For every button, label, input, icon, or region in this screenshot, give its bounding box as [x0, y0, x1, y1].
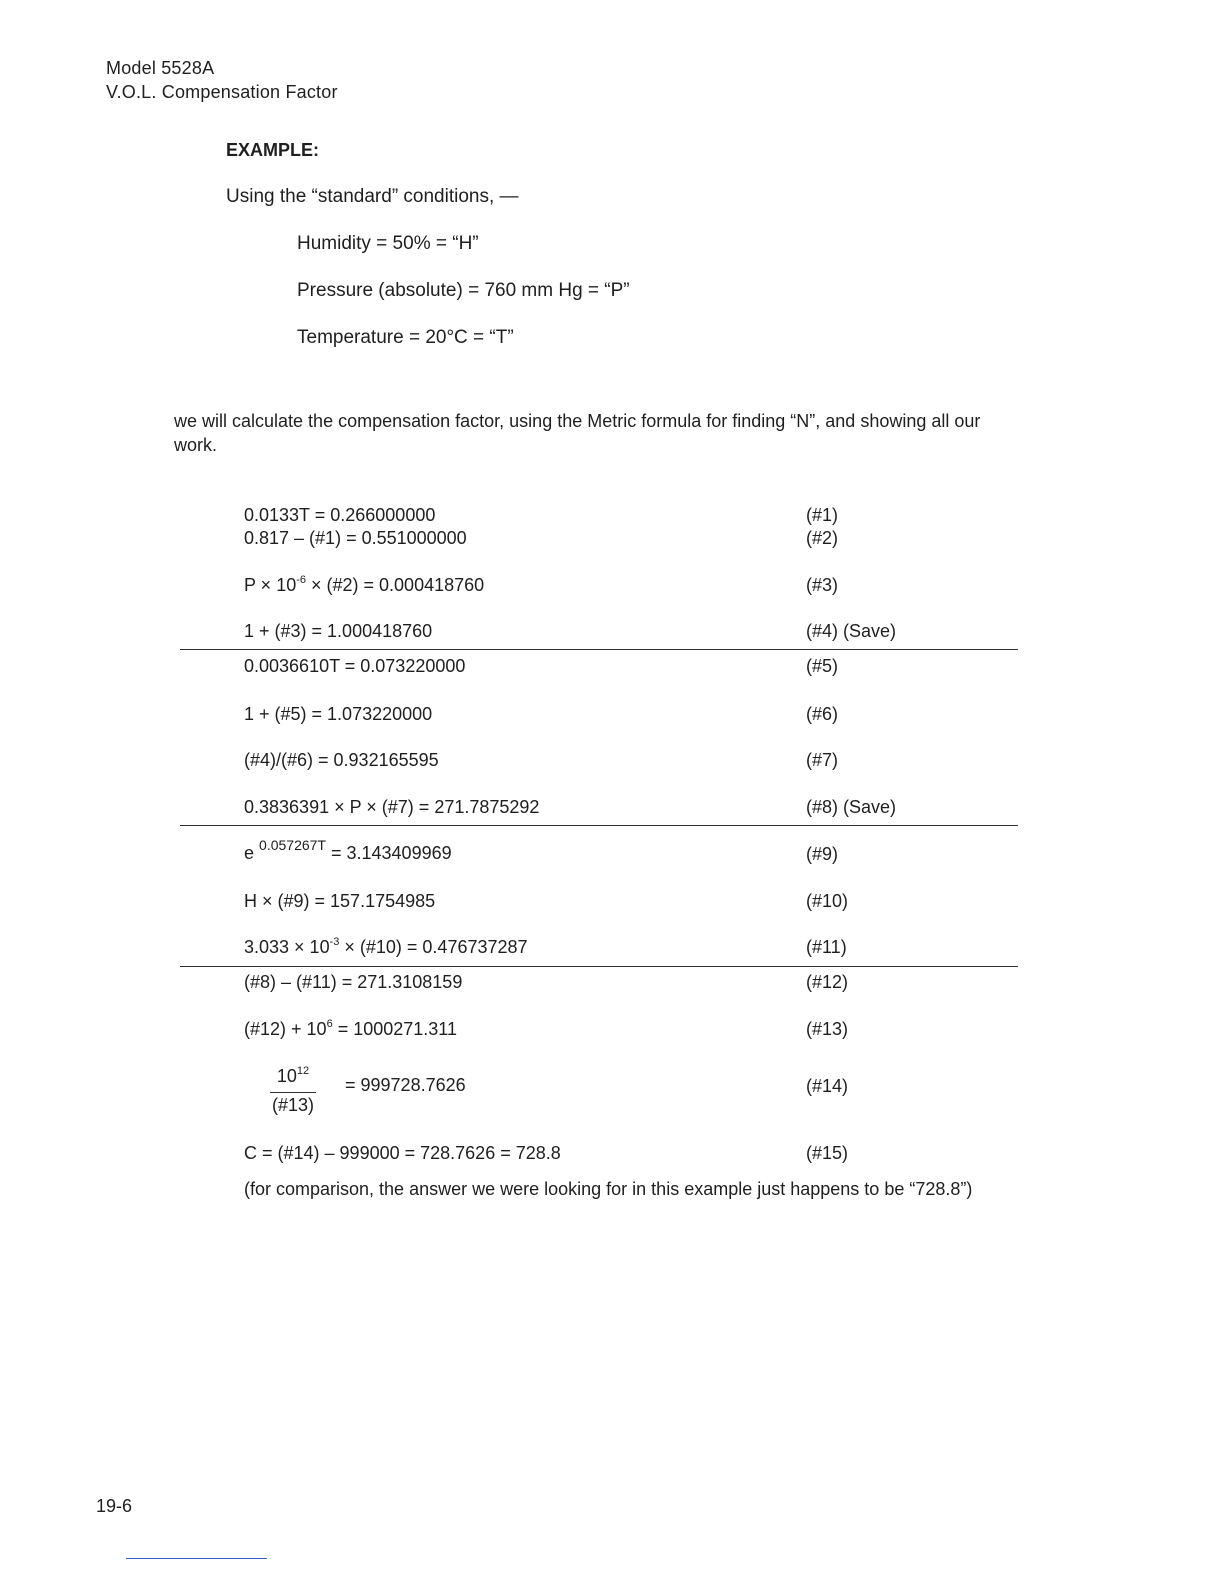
condition-humidity: Humidity = 50% = “H”	[297, 233, 479, 254]
step-6-ref: (#6)	[806, 704, 839, 724]
step-10-equation: H × (#9) = 157.1754985	[244, 891, 436, 911]
step-14-numerator-base: 10	[276, 1066, 297, 1086]
step-13-pre: (#12) + 10	[244, 1019, 327, 1039]
section-divider-2	[180, 825, 1018, 826]
step-4-equation: 1 + (#3) = 1.000418760	[244, 621, 433, 641]
step-2-ref: (#2)	[806, 528, 839, 548]
step-1-equation: 0.0133T = 0.266000000	[244, 505, 436, 525]
step-9-ref: (#9)	[806, 844, 839, 864]
step-8-ref: (#8) (Save)	[806, 797, 897, 817]
step-3-exponent: -6	[296, 574, 306, 586]
step-13-equation	[244, 1019, 457, 1040]
step-15-equation: C = (#14) – 999000 = 728.7626 = 728.8	[244, 1143, 561, 1163]
condition-pressure: Pressure (absolute) = 760 mm Hg = “P”	[297, 280, 630, 301]
step-11-equation	[244, 937, 528, 958]
calculation-paragraph: we will calculate the compensation factor, using the Metric formula for finding “N”, and showing all our work.	[174, 411, 981, 455]
step-14-ref: (#14)	[806, 1076, 849, 1096]
comparison-note: (for comparison, the answer we were looking for in this example just happens to be “728.8”)	[244, 1179, 973, 1199]
condition-temperature: Temperature = 20°C = “T”	[297, 327, 514, 348]
step-6-equation: 1 + (#5) = 1.073220000	[244, 704, 433, 724]
document-section-header: V.O.L. Compensation Factor	[106, 82, 338, 102]
section-divider-1	[180, 649, 1018, 650]
step-11-post: × (#10) = 0.476737287	[339, 937, 528, 957]
page-number: 19-6	[96, 1496, 133, 1516]
step-11-ref: (#11)	[806, 937, 847, 957]
step-9-equation	[244, 837, 452, 864]
step-3-pre: P × 10	[244, 575, 297, 595]
step-13-post: = 1000271.311	[332, 1019, 457, 1039]
step-3-equation	[244, 575, 484, 596]
step-4-ref: (#4) (Save)	[806, 621, 897, 641]
step-9-exponent: 0.057267T	[259, 837, 326, 853]
step-5-ref: (#5)	[806, 656, 839, 676]
step-9-pre: e	[244, 843, 255, 863]
step-10-ref: (#10)	[806, 891, 849, 911]
step-14-fraction	[270, 1066, 316, 1116]
step-3-post: × (#2) = 0.000418760	[306, 575, 485, 595]
section-divider-3	[180, 966, 1018, 967]
step-14-numerator	[270, 1066, 316, 1088]
step-12-ref: (#12)	[806, 972, 849, 992]
step-13-ref: (#13)	[806, 1019, 849, 1039]
step-12-equation: (#8) – (#11) = 271.3108159	[244, 972, 463, 992]
step-3-ref: (#3)	[806, 575, 839, 595]
step-5-equation: 0.0036610T = 0.073220000	[244, 656, 466, 676]
fraction-bar	[270, 1092, 316, 1093]
step-1-ref: (#1)	[806, 505, 839, 525]
step-15-ref: (#15)	[806, 1143, 849, 1163]
example-intro: Using the “standard” conditions, —	[226, 186, 519, 207]
step-8-equation: 0.3836391 × P × (#7) = 271.7875292	[244, 797, 540, 817]
example-title: EXAMPLE:	[226, 140, 320, 160]
footer-rule	[126, 1558, 267, 1559]
step-14-numerator-exponent: 12	[296, 1065, 310, 1077]
step-13-exponent: 6	[326, 1018, 333, 1030]
document-model-header: Model 5528A	[106, 58, 215, 78]
step-2-equation: 0.817 – (#1) = 0.551000000	[244, 528, 467, 548]
step-14-denominator: (#13)	[271, 1095, 315, 1115]
step-7-equation: (#4)/(#6) = 0.932165595	[244, 750, 439, 770]
step-11-pre: 3.033 × 10	[244, 937, 330, 957]
step-7-ref: (#7)	[806, 750, 839, 770]
step-9-post: = 3.143409969	[325, 843, 452, 863]
step-11-exponent: -3	[329, 936, 340, 948]
step-14-result: = 999728.7626	[345, 1075, 466, 1095]
